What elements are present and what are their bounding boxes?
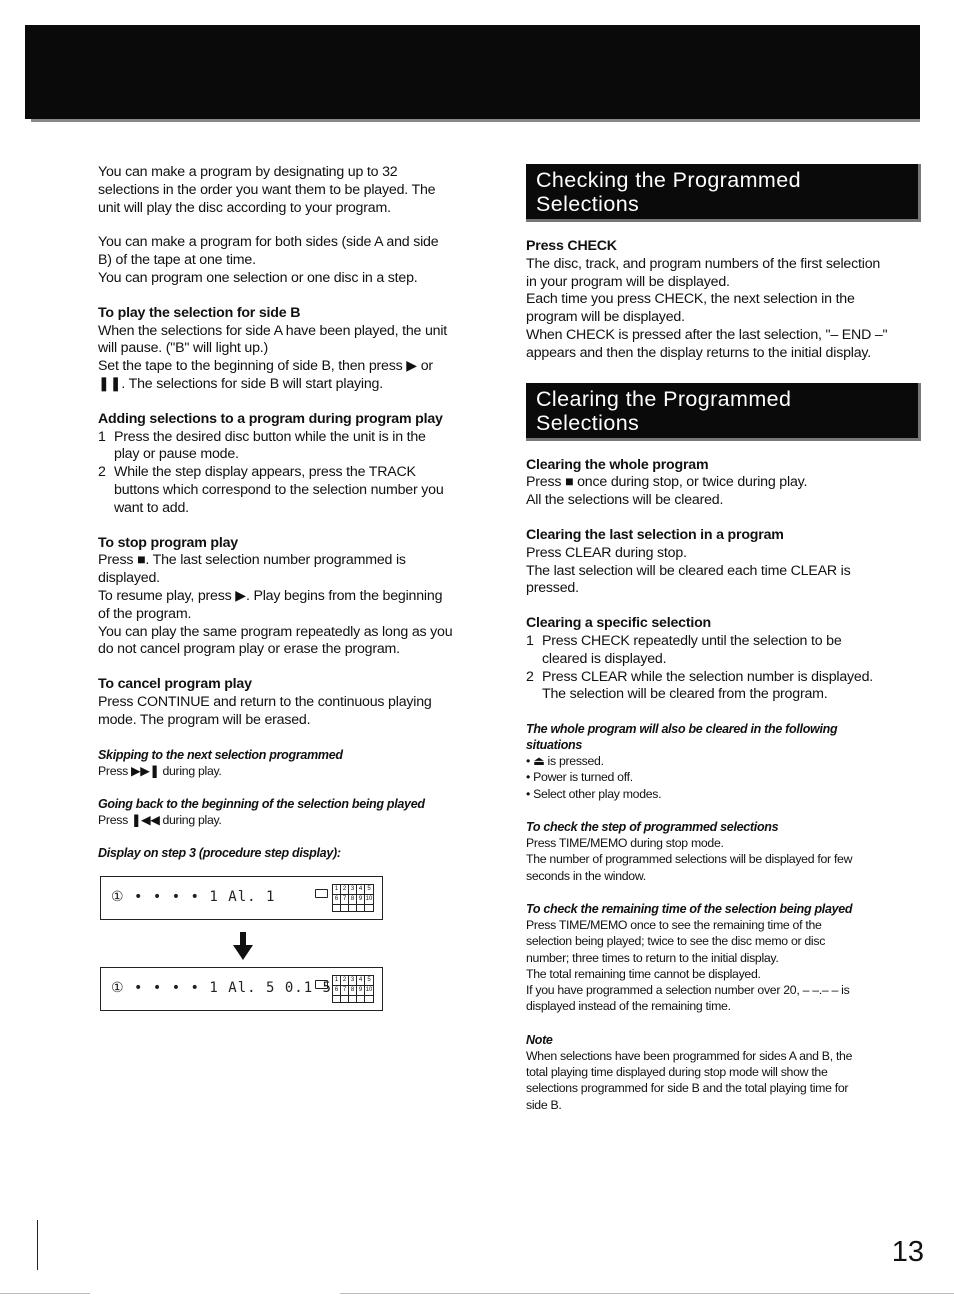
subsection-heading: Going back to the beginning of the selection being played: [98, 796, 425, 811]
text-line: To resume play, press ▶. Play begins from the beginning: [98, 587, 443, 604]
text-line: You can program one selection or one disc in a step.: [98, 269, 418, 286]
text-line: Press CONTINUE and return to the continuous playing: [98, 693, 432, 710]
step-display-before: [100, 876, 383, 920]
text-line: total playing time displayed during stop mode will show the: [526, 1065, 828, 1079]
text-line: selections programmed for side B and the total playing time for: [526, 1081, 849, 1096]
text-line: selection being played; twice to see the disc memo or disc: [526, 934, 826, 949]
section-heading: To cancel program play: [98, 676, 252, 693]
step-item: 2 While the step display appears, press the TRACK buttons which correspond to the selection number you want to add.: [98, 464, 444, 516]
text-line: number; three times to return to the initial display.: [526, 950, 779, 965]
remaining-time-section: [526, 901, 926, 1015]
margin-rule: [37, 1220, 38, 1270]
text-line: Press TIME/MEMO during stop mode.: [526, 836, 724, 851]
text-line: Press ■ once during stop, or twice during play.: [526, 474, 808, 491]
header-banner: [25, 25, 920, 119]
section-heading: Press CHECK: [526, 238, 617, 254]
section-heading: Adding selections to a program during program play: [98, 410, 443, 427]
text-line: Press ▶▶❚ during play.: [98, 763, 222, 778]
text-line: displayed.: [98, 570, 160, 587]
subsection-heading: To check the remaining time of the selection being played: [526, 901, 853, 916]
text-line: Press TIME/MEMO once to see the remaining time of the: [526, 917, 822, 932]
check-step-section: [526, 819, 926, 884]
text-line: When the selections for side A have been played, the unit: [98, 322, 448, 339]
text-line: Press ■. The last selection number programmed is: [98, 552, 406, 569]
page-number: 13: [891, 1236, 924, 1268]
text-line: program will be displayed.: [526, 309, 685, 326]
text-line: B) of the tape at one time.: [98, 252, 256, 269]
text-line: unit will play the disc according to your program.: [98, 199, 391, 216]
text-line: The number of programmed selections will be displayed for few: [526, 852, 853, 867]
step-item: 1 Press CHECK repeatedly until the selection to be cleared is displayed.: [526, 632, 842, 667]
track-grid: 1 2 3 4 5 6 7 8 9 10: [332, 884, 374, 912]
text-line: pressed.: [526, 580, 579, 597]
text-line: The last selection will be cleared each time CLEAR is: [526, 562, 851, 579]
checking-title: Checking the Programmed Selections: [526, 164, 921, 222]
clear-specific-section: [526, 615, 926, 704]
text-line: ❚❚. The selections for side B will start playing.: [98, 375, 383, 392]
left-column: [98, 164, 498, 861]
section-heading: To stop program play: [98, 534, 238, 551]
check-section: [526, 238, 926, 363]
text-line: appears and then the display returns to the initial display.: [526, 344, 872, 361]
text-line: side B.: [526, 1097, 562, 1112]
text-line: Press ❚◀◀ during play.: [98, 812, 222, 827]
subsection-heading: The whole program will also be cleared in the following situations: [526, 722, 838, 753]
step-item: 1 Press the desired disc button while the unit is in the play or pause mode.: [98, 428, 426, 463]
section-heading: Clearing the whole program: [526, 456, 709, 473]
cancel-section: [98, 676, 498, 729]
text-line: displayed instead of the remaining time.: [526, 999, 731, 1014]
text-line: Press CLEAR during stop.: [526, 544, 687, 561]
text-line: You can play the same program repeatedly as long as you: [98, 623, 453, 640]
right-column: [526, 164, 926, 1113]
text-line: of the program.: [98, 605, 192, 622]
section-heading: To play the selection for side B: [98, 304, 301, 321]
text-line: When CHECK is pressed after the last selection, "– END –": [526, 326, 888, 343]
text-line: If you have programmed a selection number over 20, – –.– – is: [526, 983, 850, 998]
section-heading: Clearing a specific selection: [526, 615, 712, 632]
list-item: • Select other play modes.: [526, 786, 662, 801]
text-line: will pause. ("B" will light up.): [98, 340, 269, 357]
text-line: in your program will be displayed.: [526, 273, 730, 290]
note-heading: Note: [526, 1032, 553, 1047]
text-line: mode. The program will be erased.: [98, 711, 311, 728]
note-section: [526, 1032, 926, 1113]
side-b-section: [98, 305, 498, 394]
display-heading: Display on step 3 (procedure step display):: [98, 846, 341, 861]
list-item: • Power is turned off.: [526, 770, 633, 785]
text-line: All the selections will be cleared.: [526, 492, 724, 509]
clear-whole-section: [526, 457, 926, 510]
text-line: The disc, track, and program numbers of the first selection: [526, 255, 881, 272]
footer-rule: [340, 1293, 954, 1294]
step-display-after: [100, 967, 383, 1011]
stop-section: [98, 535, 498, 660]
clear-last-section: [526, 527, 926, 598]
tape-icon: [315, 980, 328, 989]
text-line: Each time you press CHECK, the next selection in the: [526, 291, 855, 308]
footer-rule: [0, 1293, 90, 1294]
text-line: You can make a program for both sides (side A and side: [98, 234, 439, 251]
section-heading: Clearing the last selection in a program: [526, 526, 784, 543]
intro-paragraph-2: [98, 234, 498, 287]
back-section: [98, 796, 498, 828]
text-line: selections in the order you want them to be played. The: [98, 181, 436, 198]
text-line: You can make a program by designating up to 32: [98, 164, 398, 180]
subsection-heading: To check the step of programmed selections: [526, 820, 779, 835]
text-line: seconds in the window.: [526, 868, 646, 883]
arrow-down-icon: [233, 932, 253, 960]
skip-section: [98, 747, 498, 779]
situations-section: [526, 721, 926, 802]
intro-paragraph-1: [98, 164, 498, 217]
subsection-heading: Skipping to the next selection programmed: [98, 747, 343, 762]
header-banner-shadow: [31, 119, 920, 122]
text-line: When selections have been programmed for sides A and B, the: [526, 1048, 853, 1063]
step-item: 2 Press CLEAR while the selection number is displayed. The selection will be cleared from the program.: [526, 668, 874, 703]
text-line: The total remaining time cannot be displayed.: [526, 966, 761, 981]
display-readout: ① • • • • 1 Al. 5 0.1 5: [111, 980, 332, 996]
text-line: Set the tape to the beginning of side B, then press ▶ or: [98, 358, 433, 375]
list-item: • ⏏ is pressed.: [526, 754, 604, 769]
clearing-title: Clearing the Programmed Selections: [526, 383, 921, 441]
display-readout: ① • • • • 1 Al. 1: [111, 889, 276, 905]
track-grid: 1 2 3 4 5 6 7 8 9 10: [332, 975, 374, 1003]
tape-icon: [315, 889, 328, 898]
adding-section: [98, 411, 498, 518]
text-line: do not cancel program play or erase the program.: [98, 641, 400, 658]
